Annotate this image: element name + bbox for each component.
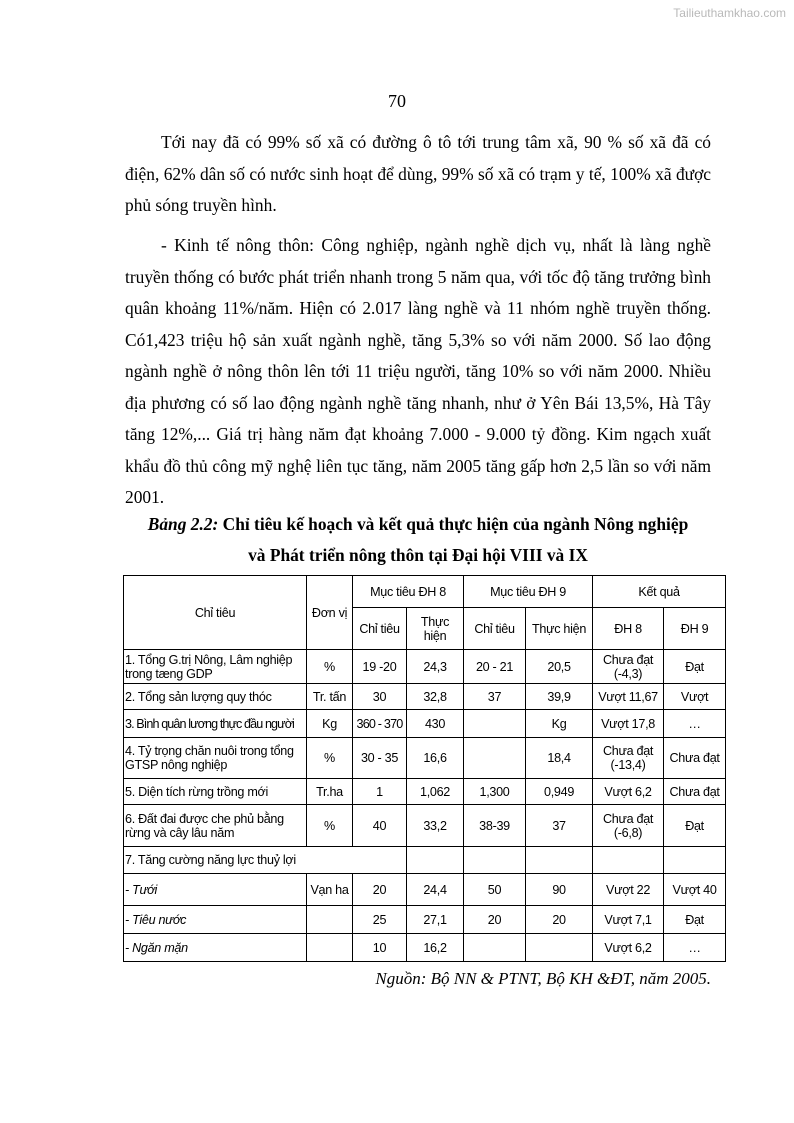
row-7-empty [464,847,526,874]
table-row [124,684,726,710]
row-9-ct8: 25 [353,906,407,934]
row-10-th9 [526,934,593,962]
row-2-kq8: Vượt 11,67 [593,684,664,710]
caption-label: Bảng 2.2: [147,514,219,534]
row-3-don-vi: Kg [307,710,353,738]
row-9-th9: 20 [526,906,593,934]
row-6-ct9: 38-39 [464,805,526,847]
watermark: Tailieuthamkhao.com [673,6,786,20]
paragraph-2 [125,230,711,514]
results-table [123,575,726,962]
row-8-th9: 90 [526,874,593,906]
row-3-kq8: Vượt 17,8 [593,710,664,738]
paragraph-2-text: - Kinh tế nông thôn: Công nghiệp, ngành nghề dịch vụ, nhất là làng nghề truyền thống có bước phát triển nhanh trong 5 năm qua, với tốc độ tăng trưởng bình quân khoảng 11%/năm. Hiện có 2.017 làng nghề và 11 nhóm nghề truyền thống. Có1,423 triệu hộ sản xuất ngành nghề, tăng 5,3% so với năm 2000. Số lao động ngành nghề ở nông thôn lên tới 11 triệu người, tăng 10% so với năm 2000. Nhiều địa phương có số lao động ngành nghề tăng nhanh, như ở Yên Bái 13,5%, Hà Tây tăng 12%,... Giá trị hàng năm đạt khoảng 7.000 - 9.000 tỷ đồng. Kim ngạch xuất khẩu đồ thủ công mỹ nghệ liên tục tăng, năm 2005 tăng gấp hơn 2,5 lần so với năm 2001. [125,235,711,507]
row-10-chi-tieu: - Ngăn mặn [124,934,307,962]
row-4-chi-tieu: 4. Tỷ trọng chăn nuôi trong tổng GTSP nông nghiệp [124,738,307,779]
header-row-1 [124,576,726,608]
row-1-ct9: 20 - 21 [464,650,526,684]
row-10-th8: 16,2 [407,934,464,962]
header-muc-tieu-dh8: Mục tiêu ĐH 8 [353,576,464,608]
caption-line-2: và Phát triển nông thôn tại Đại hội VIII và IX [248,545,588,565]
row-5-kq8: Vượt 6,2 [593,779,664,805]
paragraph-1 [125,127,711,222]
table-row [124,650,726,684]
row-5-chi-tieu: 5. Diện tích rừng trồng mới [124,779,307,805]
row-8-don-vi: Vạn ha [307,874,353,906]
header-sub-thuc-hien-8: Thực hiện [407,608,464,650]
header-sub-chi-tieu-8: Chỉ tiêu [353,608,407,650]
row-5-ct8: 1 [353,779,407,805]
row-1-kq9: Đạt [664,650,726,684]
row-10-kq8: Vượt 6,2 [593,934,664,962]
table-row [124,738,726,779]
row-3-kq9: … [664,710,726,738]
row-2-chi-tieu: 2. Tổng sản lượng quy thóc [124,684,307,710]
row-5-don-vi: Tr.ha [307,779,353,805]
row-4-ct8: 30 - 35 [353,738,407,779]
row-7-empty [664,847,726,874]
table-row [124,906,726,934]
table-row [124,805,726,847]
row-4-th9: 18,4 [526,738,593,779]
header-chi-tieu: Chỉ tiêu [124,576,307,650]
row-1-kq8: Chưa đạt (-4,3) [593,650,664,684]
row-6-ct8: 40 [353,805,407,847]
row-1-ct8: 19 -20 [353,650,407,684]
row-2-ct8: 30 [353,684,407,710]
row-9-kq8: Vượt 7,1 [593,906,664,934]
row-4-ct9 [464,738,526,779]
row-3-th9: Kg [526,710,593,738]
row-1-th8: 24,3 [407,650,464,684]
row-8-kq8: Vượt 22 [593,874,664,906]
table-caption [125,509,711,571]
table-row [124,779,726,805]
row-4-kq9: Chưa đạt [664,738,726,779]
row-7-empty [593,847,664,874]
row-10-ct8: 10 [353,934,407,962]
table-row [124,847,726,874]
row-9-kq9: Đạt [664,906,726,934]
row-5-th8: 1,062 [407,779,464,805]
row-2-ct9: 37 [464,684,526,710]
row-5-ct9: 1,300 [464,779,526,805]
row-9-th8: 27,1 [407,906,464,934]
row-6-kq9: Đạt [664,805,726,847]
row-10-ct9 [464,934,526,962]
row-4-kq8: Chưa đạt (-13,4) [593,738,664,779]
row-8-kq9: Vượt 40 [664,874,726,906]
row-6-kq8: Chưa đạt (-6,8) [593,805,664,847]
row-3-ct9 [464,710,526,738]
header-don-vi: Đơn vị [307,576,353,650]
row-8-th8: 24,4 [407,874,464,906]
row-1-th9: 20,5 [526,650,593,684]
table-row [124,710,726,738]
paragraph-1-text: Tới nay đã có 99% số xã có đường ô tô tới trung tâm xã, 90 % số xã đã có điện, 62% dân số có nước sinh hoạt để dùng, 99% số xã có trạm y tế, 100% xã được phủ sóng truyền hình. [125,132,711,215]
header-sub-chi-tieu-9: Chỉ tiêu [464,608,526,650]
row-9-chi-tieu: - Tiêu nước [124,906,307,934]
row-2-don-vi: Tr. tấn [307,684,353,710]
table-row [124,874,726,906]
row-3-th8: 430 [407,710,464,738]
caption-title-1: Chỉ tiêu kế hoạch và kết quả thực hiện của ngành Nông nghiệp [218,514,689,534]
row-6-chi-tieu: 6. Đất đai được che phủ bằng rừng và cây lâu năm [124,805,307,847]
row-8-chi-tieu: - Tưới [124,874,307,906]
row-4-th8: 16,6 [407,738,464,779]
row-1-chi-tieu: 1. Tổng G.trị Nông, Lâm nghiệp trong tæng GDP [124,650,307,684]
row-6-th9: 37 [526,805,593,847]
row-6-don-vi: % [307,805,353,847]
row-8-ct8: 20 [353,874,407,906]
row-7-chi-tieu: 7. Tăng cường năng lực thuỷ lợi [124,847,407,874]
row-2-kq9: Vượt [664,684,726,710]
caption-line-1 [125,509,711,540]
row-9-don-vi [307,906,353,934]
row-1-don-vi: % [307,650,353,684]
row-7-empty [526,847,593,874]
header-sub-dh8: ĐH 8 [593,608,664,650]
header-sub-dh9: ĐH 9 [664,608,726,650]
row-3-chi-tieu: 3. Bình quân lương thực đầu người [124,710,307,738]
row-2-th8: 32,8 [407,684,464,710]
row-10-don-vi [307,934,353,962]
row-3-ct8: 360 - 370 [353,710,407,738]
row-2-th9: 39,9 [526,684,593,710]
source-note: Nguồn: Bộ NN & PTNT, Bộ KH &ĐT, năm 2005. [375,969,711,988]
row-10-kq9: … [664,934,726,962]
row-9-ct9: 20 [464,906,526,934]
header-ket-qua: Kết quả [593,576,726,608]
page-number: 70 [388,91,406,111]
row-4-don-vi: % [307,738,353,779]
row-6-th8: 33,2 [407,805,464,847]
row-5-kq9: Chưa đạt [664,779,726,805]
table-row [124,934,726,962]
row-7-empty [407,847,464,874]
row-5-th9: 0,949 [526,779,593,805]
header-sub-thuc-hien-9: Thực hiện [526,608,593,650]
header-muc-tieu-dh9: Mục tiêu ĐH 9 [464,576,593,608]
row-8-ct9: 50 [464,874,526,906]
